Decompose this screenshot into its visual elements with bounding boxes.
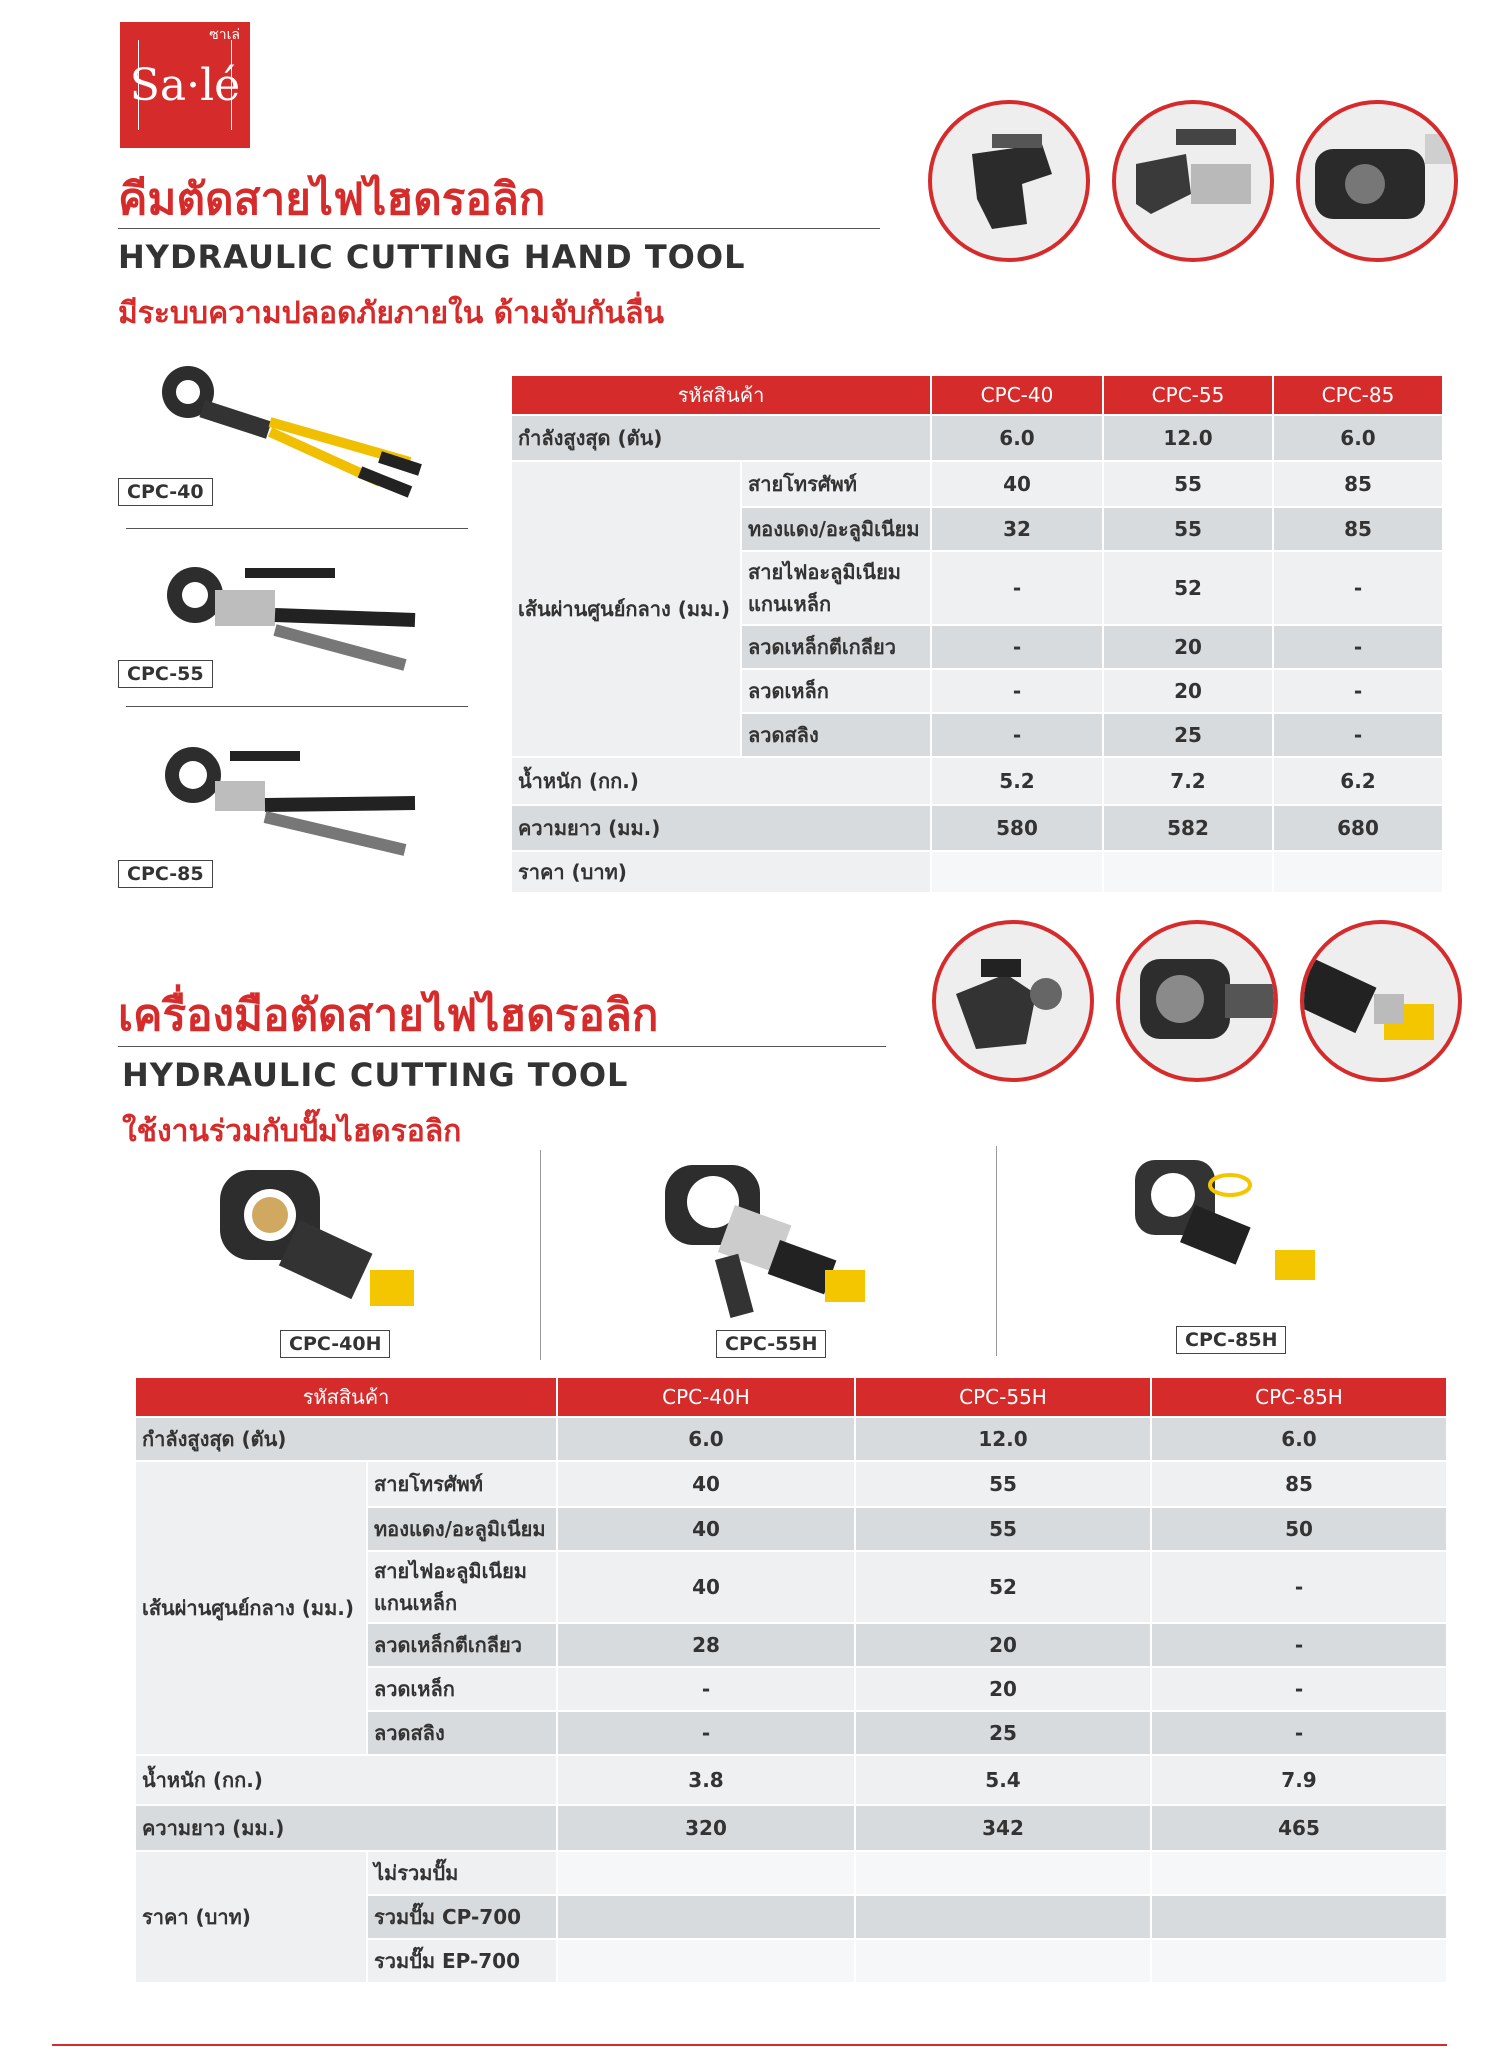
row-label-length: ความยาว (มม.) <box>511 805 931 851</box>
row-sublabel: สายไฟอะลูมิเนียม แกนเหล็ก <box>741 551 931 625</box>
cell-value: 50 <box>1151 1507 1447 1551</box>
product-label-cpc-55h: CPC-55H <box>716 1330 826 1358</box>
cell-value: 85 <box>1273 461 1443 507</box>
cell-value: 20 <box>855 1623 1151 1667</box>
row-sublabel: ทองแดง/อะลูมิเนียม <box>367 1507 557 1551</box>
cell-value: 52 <box>855 1551 1151 1623</box>
product-divider <box>126 706 468 707</box>
cell-value: 12.0 <box>1103 415 1273 461</box>
product-divider <box>996 1146 997 1356</box>
row-sublabel: รวมปั๊ม CP-700 <box>367 1895 557 1939</box>
cell-value: 28 <box>557 1623 855 1667</box>
section2-subtitle: ใช้งานร่วมกับปั๊มไฮดรอลิก <box>122 1114 462 1149</box>
header-model: CPC-85 <box>1273 375 1443 415</box>
cell-value: 5.2 <box>931 757 1103 805</box>
product-image-cpc-85h <box>1115 1150 1345 1304</box>
cell-value: 32 <box>931 507 1103 551</box>
detail-image-coupler <box>1300 920 1462 1082</box>
cell-value: 20 <box>1103 669 1273 713</box>
cell-value: 12.0 <box>855 1417 1151 1461</box>
cell-value: 320 <box>557 1805 855 1851</box>
cell-value: 40 <box>931 461 1103 507</box>
cell-value: 582 <box>1103 805 1273 851</box>
section2-title-en: HYDRAULIC CUTTING TOOL <box>122 1056 629 1094</box>
cell-value: 85 <box>1273 507 1443 551</box>
cell-value: 25 <box>855 1711 1151 1755</box>
price-cell-empty <box>1103 851 1273 893</box>
cell-value: 20 <box>1103 625 1273 669</box>
cell-value: - <box>1151 1667 1447 1711</box>
row-sublabel: สายไฟอะลูมิเนียม แกนเหล็ก <box>367 1551 557 1623</box>
cell-value: - <box>1273 625 1443 669</box>
row-label-diameter: เส้นผ่านศูนย์กลาง (มม.) <box>135 1461 367 1755</box>
cell-value: 5.4 <box>855 1755 1151 1805</box>
header-model: CPC-85H <box>1151 1377 1447 1417</box>
product-label-cpc-40: CPC-40 <box>118 478 213 506</box>
price-cell-empty <box>557 1939 855 1983</box>
cell-value: 6.0 <box>931 415 1103 461</box>
product-image-cpc-85 <box>155 745 435 879</box>
spec-table-cutting-tool <box>134 1376 1448 1984</box>
cell-value: 680 <box>1273 805 1443 851</box>
price-cell-empty <box>1151 1939 1447 1983</box>
cell-value: 55 <box>1103 461 1273 507</box>
product-label-cpc-40h: CPC-40H <box>280 1330 390 1358</box>
cell-value: - <box>1273 669 1443 713</box>
section1-title-th: คีมตัดสายไฟไฮดรอลิก <box>118 174 546 225</box>
price-cell-empty <box>557 1851 855 1895</box>
cell-value: 85 <box>1151 1461 1447 1507</box>
row-sublabel: สายโทรศัพท์ <box>367 1461 557 1507</box>
cell-value: 465 <box>1151 1805 1447 1851</box>
cell-value: 3.8 <box>557 1755 855 1805</box>
cell-value: - <box>557 1667 855 1711</box>
cell-value: 7.2 <box>1103 757 1273 805</box>
price-cell-empty <box>855 1895 1151 1939</box>
product-image-cpc-40h <box>210 1160 450 1334</box>
cell-value: 20 <box>855 1667 1151 1711</box>
header-product-code: รหัสสินค้า <box>511 375 931 415</box>
section2-title-rule <box>118 1046 886 1047</box>
detail-image-jaw-1 <box>928 100 1090 262</box>
product-label-cpc-55: CPC-55 <box>118 660 213 688</box>
cell-value: 55 <box>855 1507 1151 1551</box>
header-product-code: รหัสสินค้า <box>135 1377 557 1417</box>
cell-value: - <box>931 551 1103 625</box>
detail-image-jaw-2 <box>1112 100 1274 262</box>
price-cell-empty <box>1273 851 1443 893</box>
product-label-cpc-85h: CPC-85H <box>1176 1326 1286 1354</box>
section1-title-rule <box>118 228 880 229</box>
cell-value: 6.0 <box>557 1417 855 1461</box>
cell-value: - <box>1151 1623 1447 1667</box>
cell-value: - <box>931 669 1103 713</box>
header-model: CPC-55H <box>855 1377 1151 1417</box>
row-sublabel: ทองแดง/อะลูมิเนียม <box>741 507 931 551</box>
row-sublabel: ไม่รวมปั๊ม <box>367 1851 557 1895</box>
price-cell-empty <box>1151 1895 1447 1939</box>
cell-value: - <box>1151 1711 1447 1755</box>
product-divider <box>126 528 468 529</box>
section1-subtitle: มีระบบความปลอดภัยภายใน ด้ามจับกันลื่น <box>118 296 664 331</box>
cell-value: - <box>931 713 1103 757</box>
detail-image-cutter-head-2 <box>1116 920 1278 1082</box>
section1-title-en: HYDRAULIC CUTTING HAND TOOL <box>118 238 746 276</box>
cell-value: 40 <box>557 1551 855 1623</box>
header-model: CPC-40 <box>931 375 1103 415</box>
cell-value: 342 <box>855 1805 1151 1851</box>
row-sublabel: ลวดเหล็ก <box>741 669 931 713</box>
cell-value: 55 <box>855 1461 1151 1507</box>
cell-value: 25 <box>1103 713 1273 757</box>
price-cell-empty <box>557 1895 855 1939</box>
cell-value: - <box>1273 551 1443 625</box>
footer-rule <box>52 2044 1447 2046</box>
cell-value: 40 <box>557 1461 855 1507</box>
row-sublabel: ลวดเหล็กตีเกลียว <box>367 1623 557 1667</box>
cell-value: 7.9 <box>1151 1755 1447 1805</box>
row-label-diameter: เส้นผ่านศูนย์กลาง (มม.) <box>511 461 741 757</box>
row-label-force: กำลังสูงสุด (ตัน) <box>511 415 931 461</box>
product-image-cpc-55h <box>655 1150 885 1334</box>
cell-value: - <box>1273 713 1443 757</box>
price-cell-empty <box>1151 1851 1447 1895</box>
header-model: CPC-40H <box>557 1377 855 1417</box>
detail-image-cutter-head-1 <box>932 920 1094 1082</box>
product-divider <box>540 1150 541 1360</box>
row-label-length: ความยาว (มม.) <box>135 1805 557 1851</box>
cell-value: - <box>1151 1551 1447 1623</box>
price-cell-empty <box>855 1851 1151 1895</box>
row-label-weight: น้ำหนัก (กก.) <box>511 757 931 805</box>
row-sublabel: ลวดสลิง <box>367 1711 557 1755</box>
cell-value: - <box>931 625 1103 669</box>
cell-value: 40 <box>557 1507 855 1551</box>
cell-value: 6.0 <box>1273 415 1443 461</box>
logo-small-text: ซาเล่ <box>209 27 240 43</box>
row-label-weight: น้ำหนัก (กก.) <box>135 1755 557 1805</box>
row-sublabel: สายโทรศัพท์ <box>741 461 931 507</box>
cell-value: 55 <box>1103 507 1273 551</box>
row-sublabel: ลวดสลิง <box>741 713 931 757</box>
row-sublabel: ลวดเหล็กตีเกลียว <box>741 625 931 669</box>
cell-value: 52 <box>1103 551 1273 625</box>
header-model: CPC-55 <box>1103 375 1273 415</box>
row-label-price: ราคา (บาท) <box>511 851 931 893</box>
price-cell-empty <box>855 1939 1151 1983</box>
cell-value: 6.0 <box>1151 1417 1447 1461</box>
cell-value: 580 <box>931 805 1103 851</box>
cell-value: - <box>557 1711 855 1755</box>
detail-image-jaw-3 <box>1296 100 1458 262</box>
brand-logo <box>120 22 250 148</box>
spec-table-hand-tool <box>510 374 1444 894</box>
row-sublabel: รวมปั๊ม EP-700 <box>367 1939 557 1983</box>
price-cell-empty <box>931 851 1103 893</box>
logo-text: Sa·lé <box>129 60 241 111</box>
row-label-price: ราคา (บาท) <box>135 1851 367 1983</box>
row-label-force: กำลังสูงสุด (ตัน) <box>135 1417 557 1461</box>
section2-title-th: เครื่องมือตัดสายไฟไฮดรอลิก <box>118 990 659 1041</box>
row-sublabel: ลวดเหล็ก <box>367 1667 557 1711</box>
cell-value: 6.2 <box>1273 757 1443 805</box>
product-label-cpc-85: CPC-85 <box>118 860 213 888</box>
